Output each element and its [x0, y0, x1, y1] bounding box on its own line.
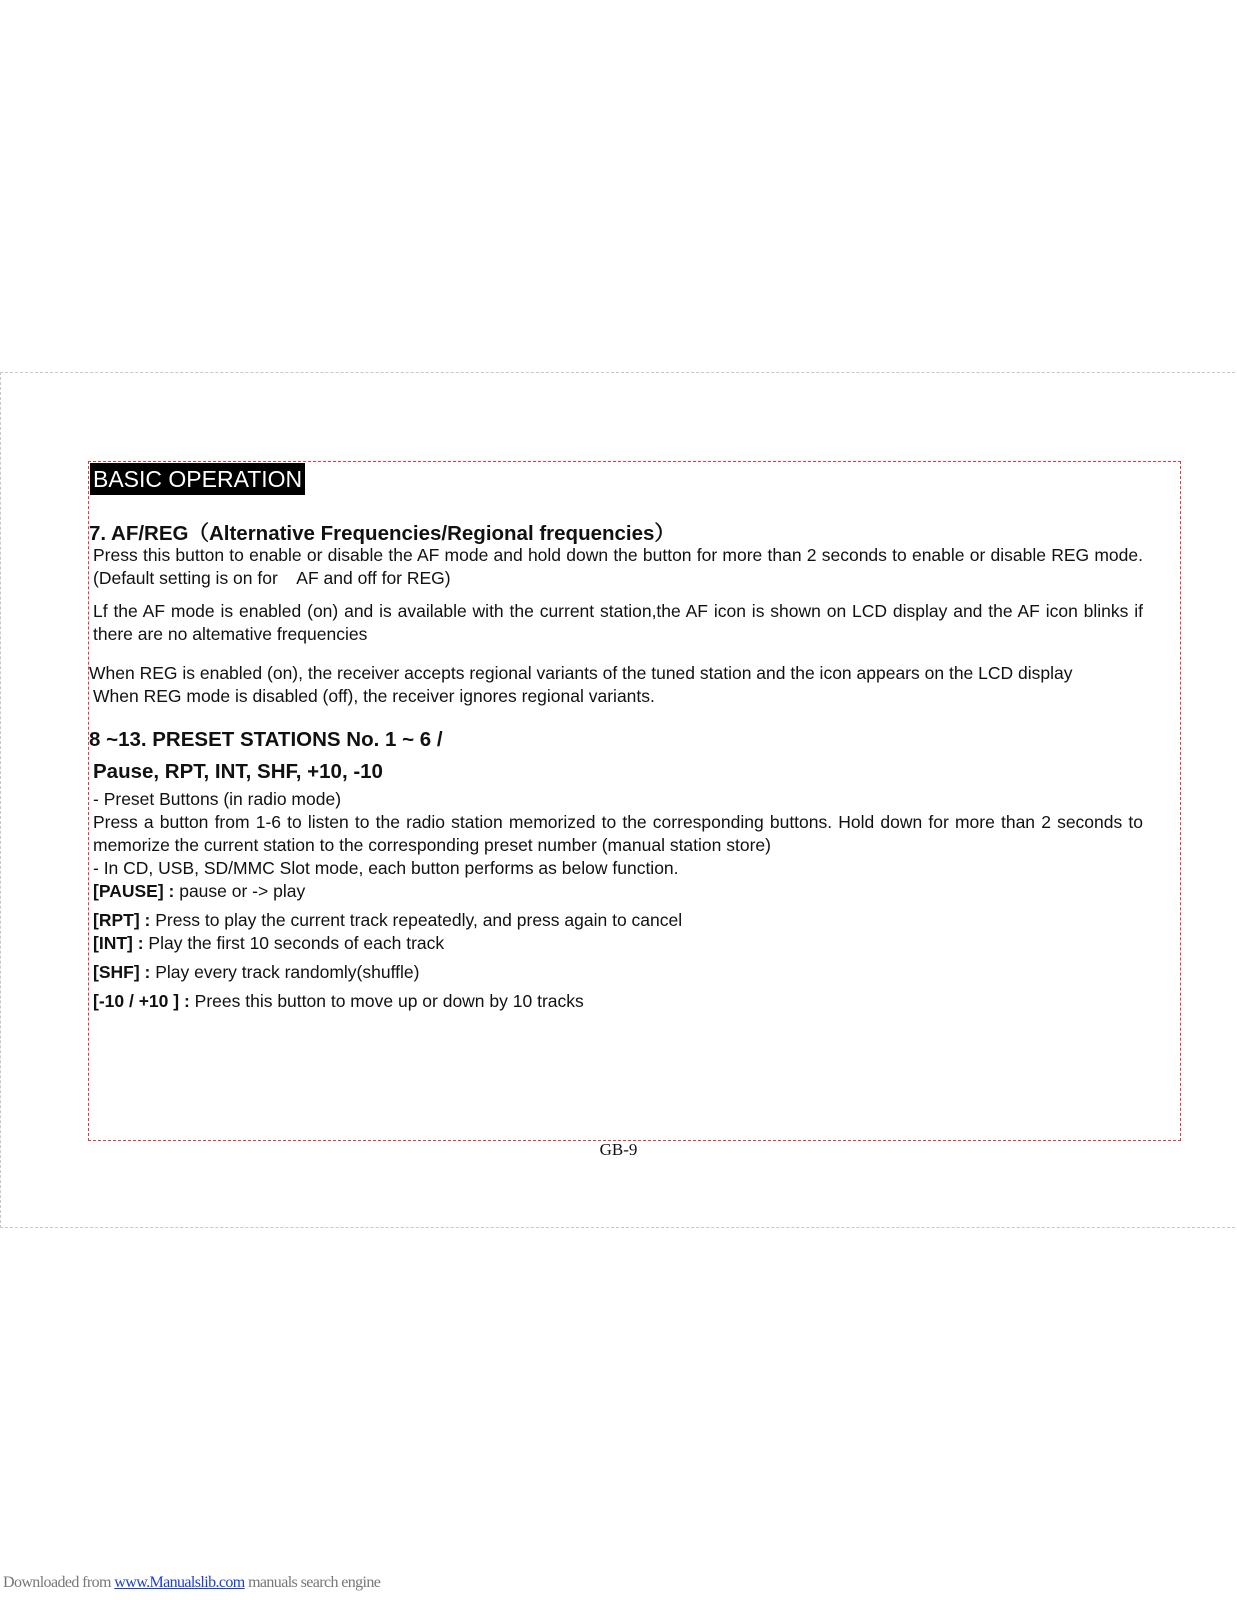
- function-desc: Play the first 10 seconds of each track: [148, 933, 445, 953]
- download-footer: [3, 1574, 380, 1592]
- preset-heading-line-1: 8 ~13. PRESET STATIONS No. 1 ~ 6 /: [89, 728, 443, 751]
- preset-other-modes-label: - In CD, USB, SD/MMC Slot mode, each button performs as below function.: [93, 858, 679, 878]
- function-item-int: [93, 932, 444, 955]
- preset-radio-mode-text: Press a button from 1-6 to listen to the radio station memorized to the corresponding buttons. Hold down for more than 2 seconds to memorize the current station to the corresponding preset number (manual station store): [93, 812, 1143, 855]
- function-desc: pause or -> play: [179, 881, 306, 901]
- af-reg-paragraph-3-line-2: When REG mode is disabled (off), the receiver ignores regional variants.: [93, 686, 655, 706]
- function-key: [RPT] :: [93, 910, 151, 930]
- footer-suffix: manuals search engine: [248, 1574, 381, 1591]
- function-desc: Play every track randomly(shuffle): [155, 962, 420, 982]
- af-reg-paragraph-1: Press this button to enable or disable the AF mode and hold down the button for more than 2 seconds to enable or disable REG mode. (Default setting is on for AF and off for REG): [93, 545, 1143, 588]
- function-item-rpt: [93, 909, 682, 932]
- function-item-pause: [93, 880, 305, 903]
- preset-heading-line-2: Pause, RPT, INT, SHF, +10, -10: [93, 760, 383, 783]
- preset-radio-mode-label: - Preset Buttons (in radio mode): [93, 789, 342, 809]
- function-item-skip-10: [93, 990, 584, 1013]
- af-reg-paragraph-2: Lf the AF mode is enabled (on) and is available with the current station,the AF icon is shown on LCD display and the AF icon blinks if there are no altemative frequencies: [93, 601, 1143, 644]
- function-key: [SHF] :: [93, 962, 151, 982]
- footer-prefix: Downloaded from: [3, 1574, 111, 1591]
- af-reg-heading: 7. AF/REG（Alternative Frequencies/Regional frequencies）: [89, 522, 675, 545]
- af-reg-paragraph-3-line-1: When REG is enabled (on), the receiver accepts regional variants of the tuned station and the icon appears on the LCD display: [89, 663, 1073, 683]
- function-key: [-10 / +10 ] :: [93, 991, 190, 1011]
- function-desc: Prees this button to move up or down by 10 tracks: [194, 991, 584, 1011]
- section-badge: BASIC OPERATION: [90, 463, 305, 495]
- function-item-shf: [93, 961, 419, 984]
- function-desc: Press to play the current track repeatedly, and press again to cancel: [155, 910, 683, 930]
- page-number: GB-9: [599, 1140, 638, 1159]
- manualslib-link[interactable]: www.Manualslib.com: [114, 1574, 245, 1591]
- function-key: [INT] :: [93, 933, 144, 953]
- function-key: [PAUSE] :: [93, 881, 175, 901]
